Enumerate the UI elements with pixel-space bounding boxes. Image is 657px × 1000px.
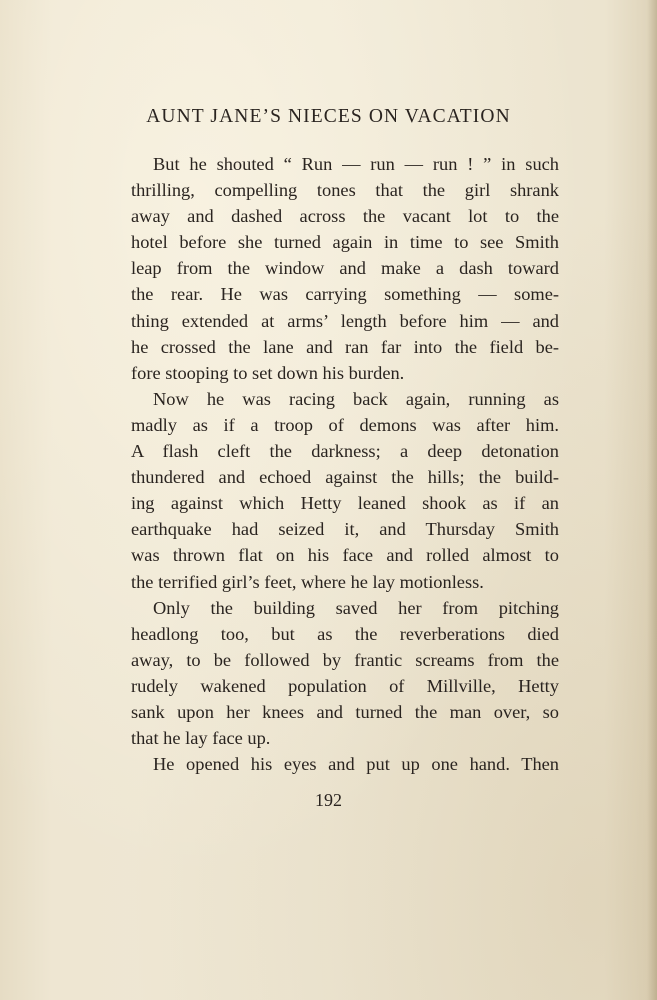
- text-line: rudely wakened population of Millville, Hetty: [131, 675, 559, 696]
- text-line: ing against which Hetty leaned shook as if an: [131, 493, 559, 514]
- text-line: the rear. He was carrying something — some-: [131, 284, 559, 305]
- paragraph-4: [131, 751, 559, 777]
- text-line: thing extended at arms’ length before him — and: [131, 310, 559, 331]
- text-line: earthquake had seized it, and Thursday Smith: [131, 519, 559, 540]
- text-line: thundered and echoed against the hills; the build-: [131, 467, 559, 488]
- text-line: was thrown flat on his face and rolled almost to: [131, 545, 559, 566]
- body-text: [131, 151, 559, 777]
- text-line: thrilling, compelling tones that the girl shrank: [131, 180, 559, 201]
- page-number: 192: [315, 790, 342, 810]
- paragraph-1: [131, 151, 559, 386]
- text-line: away and dashed across the vacant lot to the: [131, 206, 559, 227]
- text-line: sank upon her knees and turned the man over, so: [131, 701, 559, 722]
- paragraph-3: [131, 595, 559, 752]
- paragraph-2: [131, 386, 559, 595]
- text-line: leap from the window and make a dash toward: [131, 258, 559, 279]
- text-line: fore stooping to set down his burden.: [131, 362, 405, 383]
- text-line: hotel before she turned again in time to see Smith: [131, 232, 559, 253]
- text-line: that he lay face up.: [131, 728, 271, 749]
- page-edge-shadow: [647, 0, 657, 1000]
- text-line: But he shouted “ Run — run — run ! ” in such: [153, 154, 559, 174]
- text-line: away, to be followed by frantic screams from the: [131, 649, 559, 670]
- running-head: AUNT JANE’S NIECES ON VACATION: [146, 106, 511, 127]
- text-line: he crossed the lane and ran far into the field be-: [131, 336, 559, 357]
- text-line: Only the building saved her from pitching: [153, 597, 559, 618]
- text-line: the terrified girl’s feet, where he lay motionless.: [131, 571, 484, 592]
- text-line: headlong too, but as the reverberations died: [131, 623, 559, 644]
- text-line: He opened his eyes and put up one hand. Then: [153, 754, 559, 775]
- text-line: Now he was racing back again, running as: [153, 388, 559, 409]
- text-line: madly as if a troop of demons was after him.: [131, 414, 559, 435]
- text-line: A flash cleft the darkness; a deep detonation: [131, 441, 559, 462]
